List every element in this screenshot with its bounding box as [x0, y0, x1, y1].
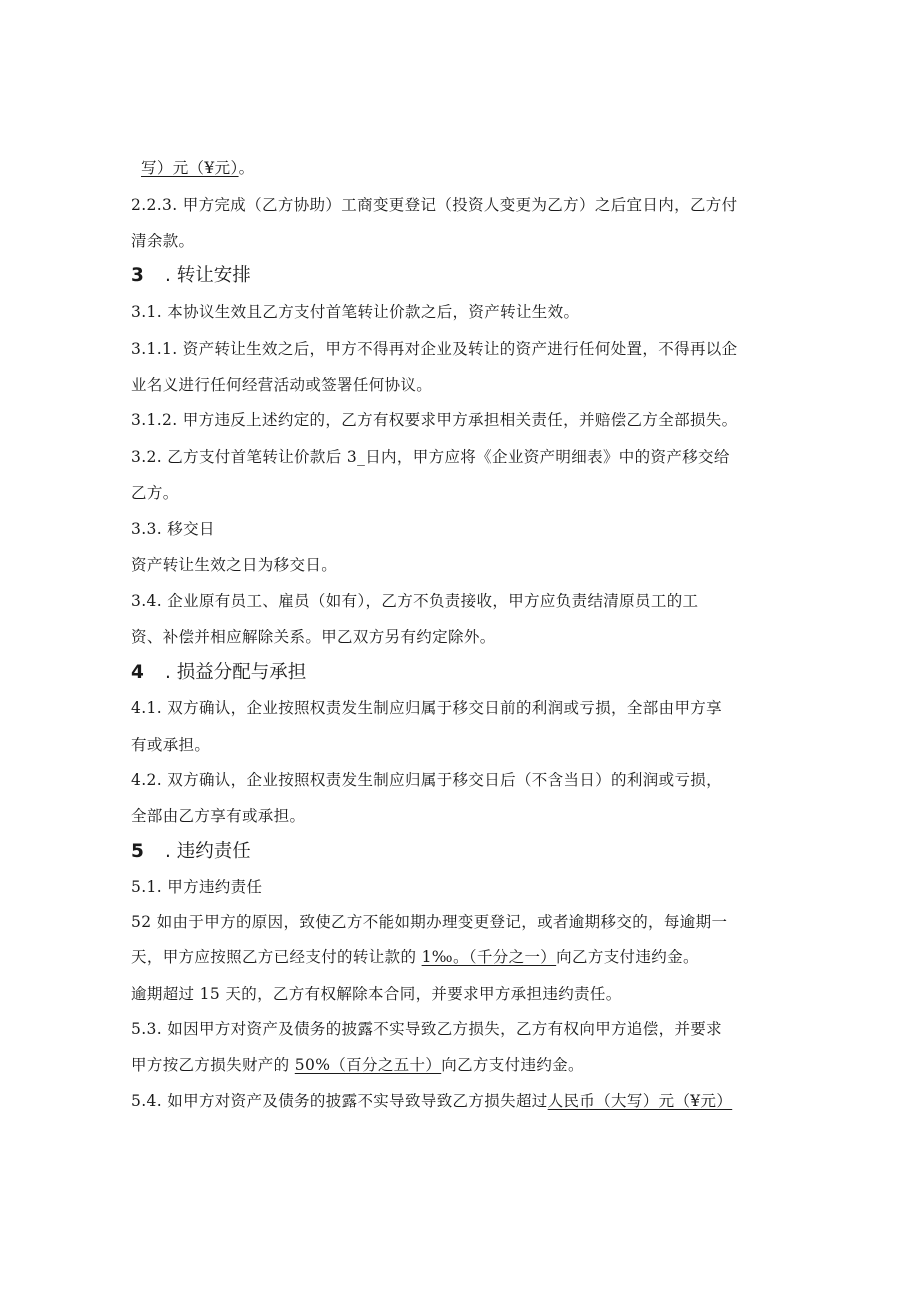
- clause-4-2-cont: 全部由乙方享有或承担。: [131, 807, 306, 825]
- clause-4-1: 4.1. 双方确认，企业按照权责发生制应归属于移交日前的利润或亏损，全部由甲方享: [131, 699, 723, 717]
- clause-3-3-body: 资产转让生效之日为移交日。: [131, 556, 338, 574]
- clause-5-4: 5.4. 如甲方对资产及债务的披露不实导致导致乙方损失超过人民币（大写）元（¥元）: [131, 1092, 733, 1110]
- amount-blank: 写）元（¥元）: [141, 159, 239, 177]
- clause-4-1-cont: 有或承担。: [131, 736, 211, 754]
- section-heading-4: 4 . 损益分配与承担: [131, 662, 307, 683]
- clause-2-2-3-cont: 清余款。: [131, 232, 195, 250]
- clause-4-2: 4.2. 双方确认，企业按照权责发生制应归属于移交日后（不含当日）的利润或亏损，: [131, 771, 723, 789]
- clause-3-4-cont: 资、补偿并相应解除关系。甲乙双方另有约定除外。: [131, 628, 496, 646]
- section-heading-5: 5 . 违约责任: [131, 841, 251, 862]
- loss-rate-blank: 50%（百分之五十）: [294, 1056, 442, 1074]
- clause-3-1-1-cont: 业名义进行任何经营活动或签署任何协议。: [131, 376, 433, 394]
- clause-3-1-1: 3.1.1. 资产转让生效之后，甲方不得再对企业及转让的资产进行任何处置，不得再以企: [131, 340, 738, 358]
- clause-5-3-cont: 甲方按乙方损失财产的 50%（百分之五十）向乙方支付违约金。: [131, 1056, 584, 1074]
- clause-3-4: 3.4. 企业原有员工、雇员（如有），乙方不负责接收，甲方应负责结清原员工的工: [131, 592, 699, 610]
- clause-5-2: 52 如由于甲方的原因，致使乙方不能如期办理变更登记，或者逾期移交的，每逾期一: [131, 913, 728, 931]
- penalty-rate-blank: 1‰。（千分之一）: [421, 948, 557, 966]
- clause-3-3: 3.3. 移交日: [131, 520, 215, 538]
- clause-3-1: 3.1. 本协议生效且乙方支付首笔转让价款之后，资产转让生效。: [131, 303, 580, 321]
- section-heading-3: 3 . 转让安排: [131, 265, 251, 286]
- clause-3-1-2: 3.1.2. 甲方违反上述约定的，乙方有权要求甲方承担相关责任，并赔偿乙方全部损失。: [131, 411, 738, 429]
- clause-5-3: 5.3. 如因甲方对资产及债务的披露不实导致乙方损失，乙方有权向甲方追偿，并要求: [131, 1020, 723, 1038]
- clause-5-2-cont: 天，甲方应按照乙方已经支付的转让款的 1‰。（千分之一）向乙方支付违约金。: [131, 948, 699, 966]
- clause-5-2-overdue: 逾期超过 15 天的，乙方有权解除本合同，并要求甲方承担违约责任。: [131, 985, 622, 1003]
- amount-threshold-blank: 人民币（大写）元（¥元）: [547, 1092, 733, 1110]
- clause-3-2-cont: 乙方。: [131, 484, 179, 502]
- clause-2-2-3: 2.2.3. 甲方完成（乙方协助）工商变更登记（投资人变更为乙方）之后宜日内，乙方付: [131, 196, 738, 214]
- clause-3-2: 3.2. 乙方支付首笔转让价款后 3_日内，甲方应将《企业资产明细表》中的资产移交给: [131, 448, 730, 466]
- line-amount-continued: 写）元（¥元）。: [141, 159, 255, 177]
- clause-5-1: 5.1. 甲方违约责任: [131, 878, 263, 896]
